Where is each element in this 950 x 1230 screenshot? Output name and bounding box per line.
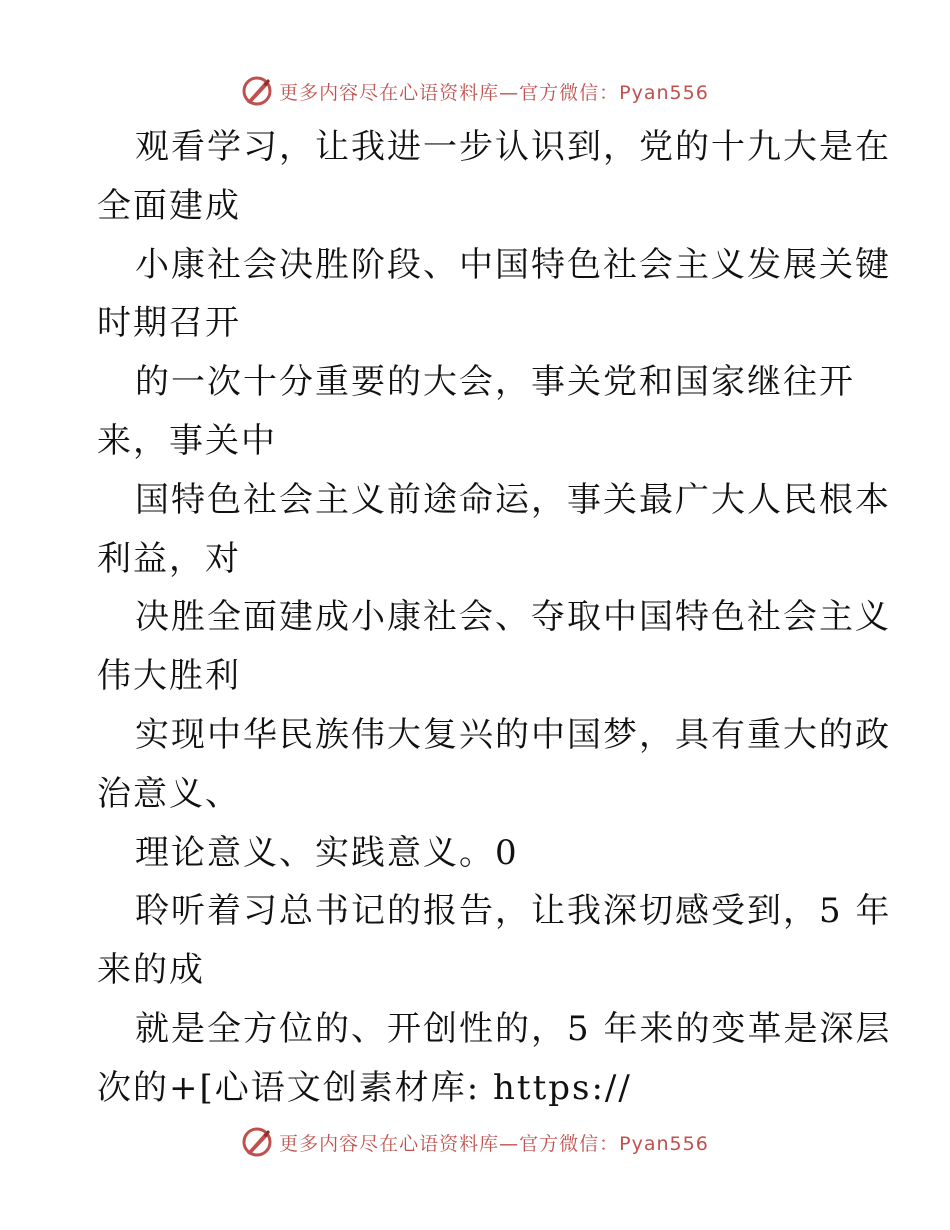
text-line: 理论意义、实践意义。0: [135, 832, 519, 873]
text-line: 的一次十分重要的大会，事关党和国家继往开: [135, 362, 855, 403]
pen-logo-icon: [241, 75, 273, 107]
footer-banner-text: 更多内容尽在心语资料库—官方微信：Pyan556: [279, 1132, 709, 1155]
text-line: 聆听着习总书记的报告，让我深切感受到，5 年: [135, 891, 892, 932]
document-body: [97, 118, 892, 1118]
text-line: 来的成: [97, 950, 205, 991]
footer-banner: [0, 1122, 950, 1162]
text-line: 全面建成: [97, 185, 241, 226]
text-line: 时期召开: [97, 303, 241, 344]
text-line: 伟大胜利: [97, 656, 241, 697]
header-banner-text: 更多内容尽在心语资料库—官方微信：Pyan556: [279, 81, 709, 104]
text-line: 国特色社会主义前途命运，事关最广大人民根本: [135, 479, 891, 520]
text-line: 治意义、: [97, 773, 241, 814]
text-line: 次的+[心语文创素材库: https://: [97, 1067, 632, 1108]
text-line: 小康社会决胜阶段、中国特色社会主义发展关键: [135, 244, 891, 285]
header-banner: [0, 71, 950, 111]
pen-logo-icon: [241, 1126, 273, 1158]
text-line: 决胜全面建成小康社会、夺取中国特色社会主义: [135, 597, 891, 638]
text-line: 观看学习，让我进一步认识到，党的十九大是在: [135, 127, 891, 167]
text-line: 就是全方位的、开创性的，5 年来的变革是深层: [135, 1008, 892, 1049]
text-line: 来，事关中: [97, 420, 277, 461]
text-line: 实现中华民族伟大复兴的中国梦，具有重大的政: [135, 714, 891, 755]
text-line: 利益，对: [97, 538, 241, 579]
